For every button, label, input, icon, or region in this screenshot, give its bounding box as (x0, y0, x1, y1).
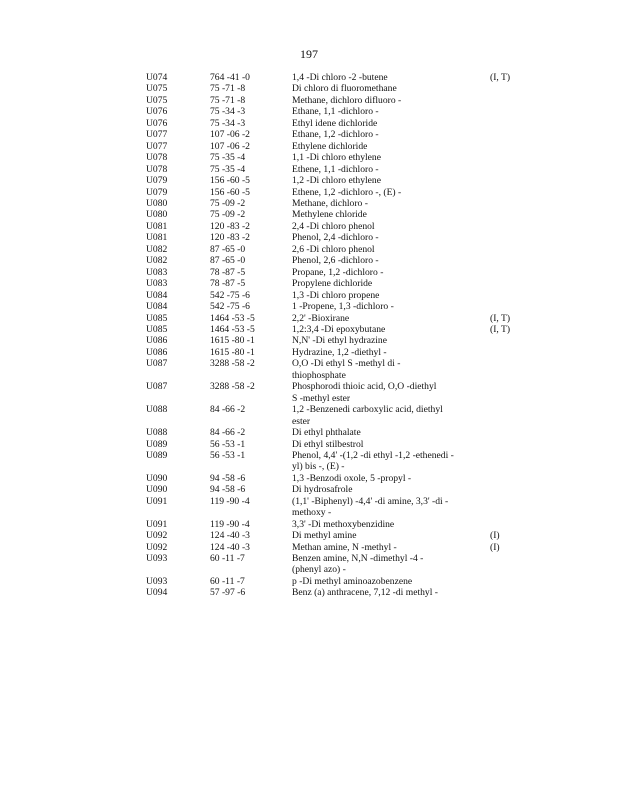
cas-number: 75 -71 -8 (210, 94, 246, 106)
substance-name-line: Methane, dichloro - (292, 197, 368, 209)
substance-name-line: Methane, dichloro difluoro - (292, 94, 402, 106)
substance-name (292, 347, 478, 358)
substance-name (292, 576, 478, 587)
table-row (146, 221, 526, 232)
substance-name-line: Di chloro di fluoromethane (292, 83, 397, 95)
table-row (146, 187, 526, 198)
hazard-code: (I, T) (490, 72, 511, 83)
substance-name (292, 164, 478, 175)
table-row (146, 404, 526, 427)
cas-number: 1464 -53 -5 (210, 312, 255, 324)
hazard-code: (I, T) (490, 312, 511, 324)
table-row (146, 164, 526, 175)
cas-number: 56 -53 -1 (210, 449, 246, 461)
substance-name (292, 209, 478, 220)
substance-name-line: 1,2:3,4 -Di epoxybutane (292, 323, 386, 335)
waste-code: U083 (146, 266, 168, 278)
cas-number: 78 -87 -5 (210, 266, 246, 278)
waste-code: U081 (146, 220, 168, 232)
cas-number: 94 -58 -6 (210, 472, 246, 484)
substance-name (292, 72, 478, 83)
cas-number: 75 -09 -2 (210, 197, 246, 209)
table-row (146, 72, 526, 83)
hazard-code: (I, T) (490, 323, 511, 335)
cas-number: 87 -65 -0 (210, 255, 246, 267)
table-row (146, 267, 526, 278)
cas-number: 764 -41 -0 (210, 72, 250, 83)
substance-name-line: 2,6 -Di chloro phenol (292, 243, 375, 255)
substance-name-line: (1,1' -Biphenyl) -4,4' -di amine, 3,3' -di - (292, 495, 449, 507)
waste-code: U093 (146, 553, 168, 565)
hazard-code: (I) (490, 541, 500, 553)
table-row (146, 587, 526, 598)
substance-name-line: O,O -Di ethyl S -methyl di - (292, 358, 401, 370)
table-row (146, 313, 526, 324)
waste-code: U092 (146, 530, 168, 542)
substance-name-line: methoxy - (292, 507, 332, 519)
substance-name-line: Ethane, 1,1 -dichloro - (292, 106, 379, 118)
table-row (146, 278, 526, 289)
cas-number: 87 -65 -0 (210, 243, 246, 255)
substance-name (292, 267, 478, 278)
cas-number: 107 -06 -2 (210, 140, 250, 152)
waste-code: U080 (146, 197, 168, 209)
substance-name (292, 496, 478, 519)
cas-number: 57 -97 -6 (210, 587, 246, 599)
table-row (146, 347, 526, 358)
substance-name (292, 542, 478, 553)
substance-name-line: N,N' -Di ethyl hydrazine (292, 335, 387, 347)
substance-name (292, 221, 478, 232)
hazard-code: (I) (490, 530, 500, 542)
substance-name-line: 2,4 -Di chloro phenol (292, 220, 375, 232)
substance-name-line: 1,1 -Di chloro ethylene (292, 152, 381, 164)
cas-number: 3288 -58 -2 (210, 381, 255, 393)
waste-code: U091 (146, 495, 168, 507)
waste-code: U074 (146, 72, 168, 83)
cas-number: 60 -11 -7 (210, 553, 245, 565)
substance-name-line: Benz (a) anthracene, 7,12 -di methyl - (292, 587, 438, 599)
substance-name (292, 152, 478, 163)
substance-name-line: Ethene, 1,2 -dichloro -, (E) - (292, 186, 402, 198)
table-row (146, 519, 526, 530)
table-row (146, 209, 526, 220)
substance-name (292, 553, 478, 576)
substance-name-line: Hydrazine, 1,2 -diethyl - (292, 346, 387, 358)
substance-name (292, 290, 478, 301)
table-row (146, 129, 526, 140)
cas-number: 156 -60 -5 (210, 186, 250, 198)
waste-code: U085 (146, 323, 168, 335)
waste-code: U087 (146, 358, 168, 370)
substance-name-line: Phenol, 2,6 -dichloro - (292, 255, 379, 267)
waste-code: U088 (146, 427, 168, 439)
waste-code: U075 (146, 83, 168, 95)
waste-code: U080 (146, 209, 168, 221)
table-row (146, 324, 526, 335)
substance-name (292, 244, 478, 255)
substance-name (292, 519, 478, 530)
waste-code: U081 (146, 232, 168, 244)
substance-name-line: Di ethyl stilbestrol (292, 438, 364, 450)
table-row (146, 141, 526, 152)
cas-number: 56 -53 -1 (210, 438, 246, 450)
waste-code: U089 (146, 449, 168, 461)
cas-number: 156 -60 -5 (210, 175, 250, 187)
substance-name-line: Propylene dichloride (292, 278, 373, 290)
substance-name-line: Ethane, 1,2 -dichloro - (292, 129, 379, 141)
waste-code: U077 (146, 129, 168, 141)
waste-code: U078 (146, 152, 168, 164)
substance-name (292, 484, 478, 495)
table-row (146, 496, 526, 519)
substance-name-line: Methylene chloride (292, 209, 367, 221)
table-row (146, 358, 526, 381)
substance-name (292, 278, 478, 289)
table-row (146, 255, 526, 266)
waste-code: U090 (146, 484, 168, 496)
substance-name (292, 358, 478, 381)
substance-name-line: yl) bis -, (E) - (292, 461, 345, 473)
waste-code: U078 (146, 163, 168, 175)
cas-number: 1464 -53 -5 (210, 323, 255, 335)
waste-code: U092 (146, 541, 168, 553)
waste-code: U082 (146, 255, 168, 267)
waste-code: U079 (146, 175, 168, 187)
waste-code: U076 (146, 106, 168, 118)
table-row (146, 152, 526, 163)
table-row (146, 439, 526, 450)
substance-name (292, 187, 478, 198)
substance-name (292, 83, 478, 94)
substance-name-line: 1,3 -Benzodi oxole, 5 -propyl - (292, 472, 412, 484)
substance-name (292, 301, 478, 312)
table-row (146, 232, 526, 243)
table-row (146, 473, 526, 484)
cas-number: 60 -11 -7 (210, 575, 245, 587)
substance-name-line: Ethyl idene dichloride (292, 117, 378, 129)
cas-number: 107 -06 -2 (210, 129, 250, 141)
substance-name-line: Phosphorodi thioic acid, O,O -diethyl (292, 381, 437, 393)
table-row (146, 530, 526, 541)
substance-name-line: thiophosphate (292, 369, 346, 381)
substance-name-line: Phenol, 4,4' -(1,2 -di ethyl -1,2 -ethenedi - (292, 449, 454, 461)
waste-code: U091 (146, 518, 168, 530)
substance-name-line: 1 -Propene, 1,3 -dichloro - (292, 301, 394, 313)
substance-name (292, 255, 478, 266)
table-row (146, 106, 526, 117)
page-number: 197 (300, 47, 318, 61)
cas-number: 75 -34 -3 (210, 117, 246, 129)
waste-code: U084 (146, 289, 168, 301)
substance-name (292, 324, 478, 335)
waste-code: U089 (146, 438, 168, 450)
waste-code: U083 (146, 278, 168, 290)
substance-name (292, 473, 478, 484)
table-row (146, 175, 526, 186)
cas-number: 3288 -58 -2 (210, 358, 255, 370)
table-row (146, 118, 526, 129)
substance-name (292, 106, 478, 117)
cas-number: 75 -35 -4 (210, 163, 246, 175)
substance-name (292, 450, 478, 473)
substance-name-line: 1,2 -Benzenedi carboxylic acid, diethyl (292, 404, 443, 416)
substance-name-line: 2,2' -Bioxirane (292, 312, 350, 324)
cas-number: 75 -09 -2 (210, 209, 246, 221)
cas-number: 119 -90 -4 (210, 495, 250, 507)
substance-name (292, 198, 478, 209)
substance-name-line: Ethene, 1,1 -dichloro - (292, 163, 379, 175)
substance-name (292, 335, 478, 346)
substance-name-line: 1,2 -Di chloro ethylene (292, 175, 381, 187)
table-row (146, 484, 526, 495)
cas-number: 84 -66 -2 (210, 427, 246, 439)
waste-code: U087 (146, 381, 168, 393)
substance-name (292, 381, 478, 404)
substance-name-line: S -methyl ester (292, 392, 351, 404)
substance-name (292, 129, 478, 140)
waste-code: U093 (146, 575, 168, 587)
cas-number: 120 -83 -2 (210, 220, 250, 232)
cas-number: 542 -75 -6 (210, 301, 250, 313)
substance-name (292, 95, 478, 106)
substance-name-line: 3,3' -Di methoxybenzidine (292, 518, 395, 530)
substance-name (292, 118, 478, 129)
table-row (146, 244, 526, 255)
cas-number: 542 -75 -6 (210, 289, 250, 301)
waste-code: U084 (146, 301, 168, 313)
waste-code: U094 (146, 587, 168, 599)
waste-code: U086 (146, 346, 168, 358)
substance-name (292, 232, 478, 243)
cas-number: 75 -35 -4 (210, 152, 246, 164)
substance-name-line: 1,3 -Di chloro propene (292, 289, 380, 301)
cas-number: 1615 -80 -1 (210, 346, 255, 358)
substance-name-line: Di hydrosafrole (292, 484, 353, 496)
substance-name (292, 587, 478, 598)
substance-name-line: p -Di methyl aminoazobenzene (292, 575, 413, 587)
table-row (146, 83, 526, 94)
cas-number: 124 -40 -3 (210, 541, 250, 553)
substance-name (292, 404, 478, 427)
table-row (146, 301, 526, 312)
waste-code: U082 (146, 243, 168, 255)
waste-code: U090 (146, 472, 168, 484)
substance-name (292, 439, 478, 450)
waste-code: U088 (146, 404, 168, 416)
table-row (146, 95, 526, 106)
substance-name-line: Di methyl amine (292, 530, 357, 542)
table-row (146, 290, 526, 301)
table-row (146, 381, 526, 404)
substance-name (292, 427, 478, 438)
substance-name-line: 1,4 -Di chloro -2 -butene (292, 72, 388, 83)
substance-name-line: Di ethyl phthalate (292, 427, 361, 439)
waste-code: U075 (146, 94, 168, 106)
cas-number: 120 -83 -2 (210, 232, 250, 244)
cas-number: 119 -90 -4 (210, 518, 250, 530)
table-row (146, 542, 526, 553)
substance-name (292, 530, 478, 541)
substance-name-line: Phenol, 2,4 -dichloro - (292, 232, 379, 244)
cas-number: 78 -87 -5 (210, 278, 246, 290)
substance-name-line: Methan amine, N -methyl - (292, 541, 397, 553)
substance-name (292, 313, 478, 324)
substance-name (292, 175, 478, 186)
substance-name-line: Ethylene dichloride (292, 140, 368, 152)
waste-code: U077 (146, 140, 168, 152)
cas-number: 84 -66 -2 (210, 404, 246, 416)
table-row (146, 427, 526, 438)
cas-number: 124 -40 -3 (210, 530, 250, 542)
hazardous-waste-table (146, 72, 526, 599)
table-row (146, 198, 526, 209)
cas-number: 75 -71 -8 (210, 83, 246, 95)
substance-name-line: ester (292, 415, 311, 427)
substance-name-line: Propane, 1,2 -dichloro - (292, 266, 384, 278)
table-row (146, 576, 526, 587)
cas-number: 94 -58 -6 (210, 484, 246, 496)
waste-code: U079 (146, 186, 168, 198)
substance-name-line: (phenyl azo) - (292, 564, 346, 576)
waste-code: U085 (146, 312, 168, 324)
waste-code: U076 (146, 117, 168, 129)
table-row (146, 335, 526, 346)
substance-name (292, 141, 478, 152)
table-row (146, 553, 526, 576)
table-row (146, 450, 526, 473)
waste-code: U086 (146, 335, 168, 347)
substance-name-line: Benzen amine, N,N -dimethyl -4 - (292, 553, 424, 565)
cas-number: 1615 -80 -1 (210, 335, 255, 347)
cas-number: 75 -34 -3 (210, 106, 246, 118)
